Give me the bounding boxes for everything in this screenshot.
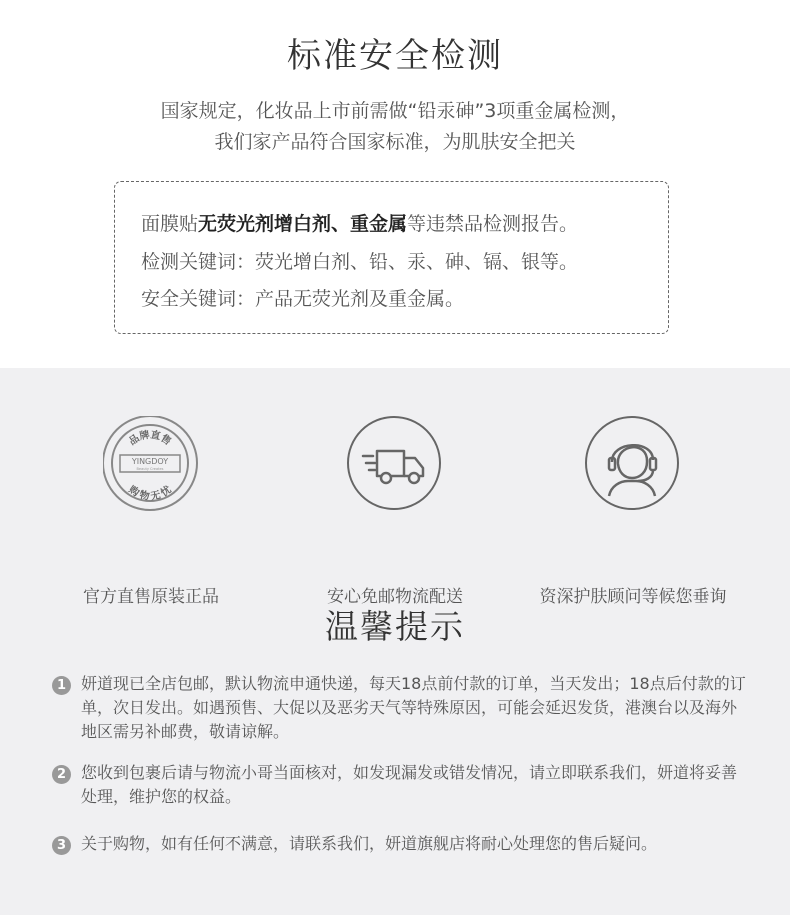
authentic-seal-icon (103, 416, 197, 510)
number-badge-icon: 3 (52, 836, 71, 855)
seal-brand-text: YINGDOY (131, 457, 169, 466)
intro-line-2: 我们家产品符合国家标准，为肌肤安全把关 (214, 131, 576, 153)
customer-service-icon (585, 416, 679, 510)
report-highlight: 无荧光剂增白剂、重金属 (198, 213, 408, 235)
notice-text: 关于购物，如有任何不满意，请联系我们，妍道旗舰店将耐心处理您的售后疑问。 (81, 834, 658, 853)
seal-sub-text: Beauty Creates (136, 467, 164, 471)
feature-label-shipping: 安心免邮物流配送 (327, 587, 463, 607)
seal-bottom-text: 购物无忧 (126, 484, 174, 503)
notice-text: 您收到包裹后请与物流小哥当面核对，如发现漏发或错发情况，请立即联系我们，妍道将妥善处理，维护您的权益。 (81, 763, 738, 806)
report-line-1: 面膜贴无荧光剂增白剂、重金属等违禁品检测报告。 (141, 213, 579, 235)
keywords-safety: 安全关键词：产品无荧光剂及重金属。 (141, 288, 465, 310)
delivery-truck-icon (347, 416, 441, 510)
feature-label-authentic: 官方直售原装正品 (83, 587, 219, 607)
number-badge-icon: 1 (52, 676, 71, 695)
notice-title: 温馨提示 (325, 607, 465, 646)
service-section (0, 368, 790, 915)
number-badge-icon: 2 (52, 765, 71, 784)
section-title: 标准安全检测 (287, 36, 503, 76)
notice-text: 妍道现已全店包邮，默认物流申通快递，每天18点前付款的订单，当天发出；18点后付款的订单，次日发出。如遇预售、大促以及恶劣天气等特殊原因，可能会延迟发货，港澳台以及海外地区需另补邮费，敬请谅解。 (81, 674, 746, 741)
safety-test-section (0, 0, 790, 368)
intro-line-1: 国家规定，化妆品上市前需做“铅汞砷”3项重金属检测， (160, 100, 630, 122)
seal-top-text: 品牌直售 (127, 429, 173, 448)
keywords-test: 检测关键词：荧光增白剂、铅、汞、砷、镉、银等。 (141, 251, 579, 273)
test-report-box (114, 181, 669, 334)
feature-label-consultant: 资深护肤顾问等候您垂询 (539, 587, 727, 607)
